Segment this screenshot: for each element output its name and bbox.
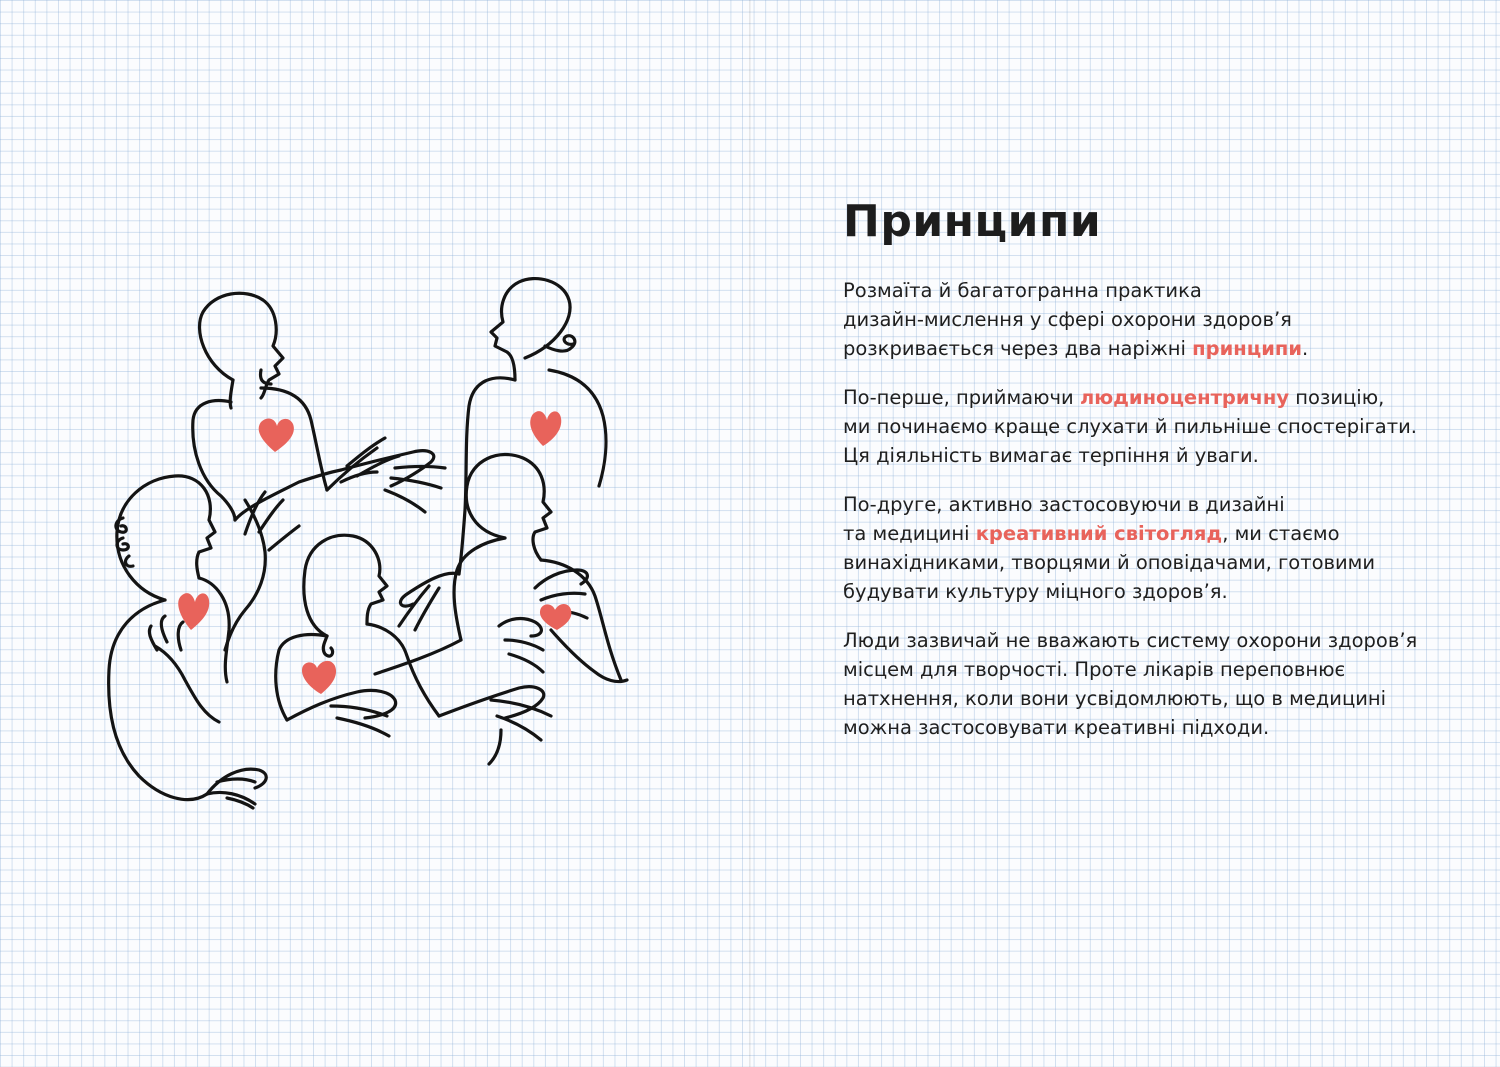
page-title: Принципи — [843, 196, 1102, 247]
text-line: можна застосовувати креативні підходи. — [843, 716, 1270, 739]
text-line: ми починаємо краще слухати й пильніше спостерігати. — [843, 415, 1417, 438]
people-with-hearts-illustration — [95, 270, 640, 830]
paragraph-closing — [843, 626, 1483, 742]
heart-icon — [259, 419, 294, 452]
text-line: місцем для творчості. Проте лікарів переповнює — [843, 658, 1346, 681]
highlight-principles: принципи — [1192, 337, 1302, 360]
text-line: Ця діяльність вимагає терпіння й уваги. — [843, 444, 1259, 467]
person-top-left — [193, 293, 341, 520]
text-line: Розмаїта й багатогранна практика — [843, 279, 1202, 302]
person-bottom-right — [375, 454, 621, 680]
text-line: будувати культуру міцного здоров’я. — [843, 580, 1228, 603]
paragraph-first-principle — [843, 383, 1483, 470]
line-art-svg — [95, 270, 640, 830]
right-page — [751, 0, 1500, 1067]
heart-icon — [540, 604, 571, 630]
text-line: та медицині креативний світогляд, ми стаємо — [843, 522, 1340, 545]
left-page — [0, 0, 749, 1067]
text-line: натхнення, коли вони усвідомлюють, що в медицині — [843, 687, 1387, 710]
body-text — [843, 276, 1483, 762]
highlight-creative-mindset: креативний світогляд — [975, 522, 1223, 545]
heart-icon — [178, 593, 209, 630]
heart-icon — [530, 411, 561, 446]
highlight-human-centered: людиноцентричну — [1079, 386, 1290, 409]
text-line: дизайн-мислення у сфері охорони здоров’я — [843, 308, 1292, 331]
paragraph-second-principle — [843, 490, 1483, 606]
text-line: винахідниками, творцями й оповідачами, готовими — [843, 551, 1376, 574]
text-line: Люди зазвичай не вважають систему охорони здоров’я — [843, 629, 1418, 652]
person-left — [109, 476, 255, 804]
text-line: По-друге, активно застосовуючи в дизайні — [843, 493, 1285, 516]
heart-icon — [302, 661, 336, 694]
text-line: По-перше, приймаючи людиноцентричну позицію, — [843, 386, 1385, 409]
text-line: розкривається через два наріжні принципи. — [843, 337, 1309, 360]
paragraph-intro — [843, 276, 1483, 363]
